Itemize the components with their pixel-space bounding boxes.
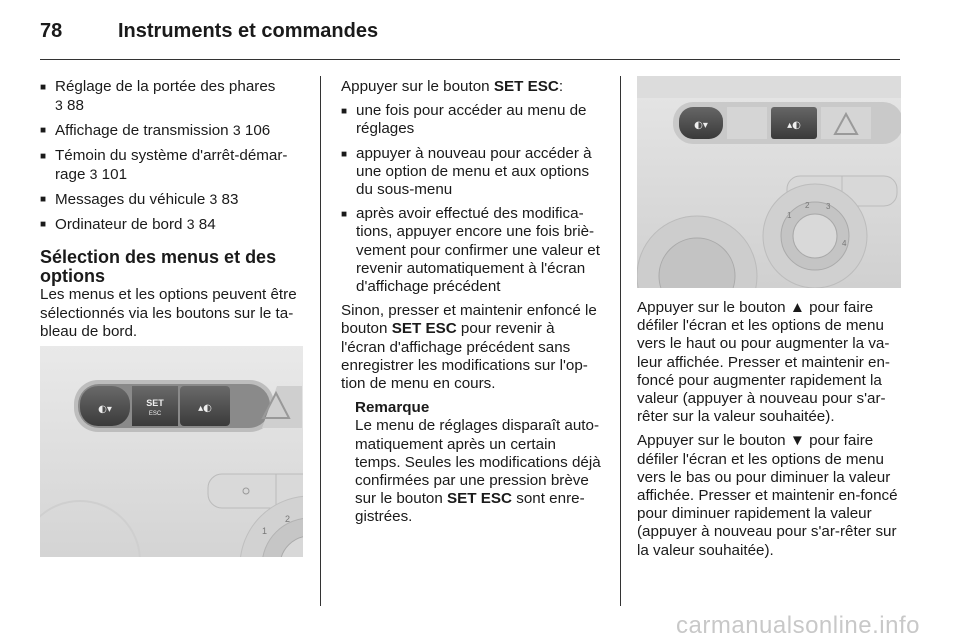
- page-header: [40, 18, 900, 58]
- set-label: SET: [146, 398, 164, 408]
- list-item: ■ Témoin du système d'arrêt-démar-rage 3 101: [40, 147, 304, 184]
- svg-text:▴◐: ▴◐: [198, 403, 212, 414]
- page-ref-icon: 3: [55, 97, 63, 114]
- list-item: ■ Affichage de transmission 3 106: [40, 121, 304, 140]
- set-esc-button-name: SET ESC: [493, 78, 559, 95]
- dial-3: 3: [826, 202, 831, 211]
- list-item: ■ une fois pour accéder au menu de réglages: [341, 102, 603, 138]
- page-title: Instruments et commandes: [118, 20, 379, 42]
- dial-1: 1: [262, 526, 268, 536]
- dial-1: 1: [787, 211, 792, 220]
- cross-reference-list: [40, 78, 304, 234]
- dashboard-arrow-buttons-photo: [637, 76, 901, 288]
- list-item: ■ après avoir effectué des modifica-tions, appuyer encore une fois briè-vement pour confirmer une valeur et revenir automatiquement à l'écran d'affichage précédent: [341, 205, 603, 296]
- down-button-paragraph: Appuyer sur le bouton ▼ pour faire défiler l'écran et les options de menu vers le bas ou pour diminuer la valeur affichée. Presser et maintenir en-foncé pour diminuer rapidement la valeur (appuyer à nouveau pour s'ar-rêter sur la valeur souhaitée).: [637, 432, 898, 559]
- page-ref[interactable]: 84: [198, 216, 216, 234]
- set-esc-button-name: SET ESC: [391, 320, 457, 338]
- dial-2: 2: [805, 201, 810, 210]
- list-item: ■ Ordinateur de bord 3 84: [40, 215, 304, 234]
- note-text: Le menu de réglages disparaît auto-matiquement après un certain temps. Seules les modifications déjà confirmées par une pression brève sur le bouton SET ESC sont enre-gistrées.: [355, 417, 601, 526]
- note-title: Remarque: [355, 399, 430, 417]
- list-item: ■ appuyer à nouveau pour accéder à une option de menu et aux options du sous-menu: [341, 145, 603, 200]
- up-button-paragraph: Appuyer sur le bouton ▲ pour faire défiler l'écran et les options de menu vers le haut ou pour augmenter la va-leur affichée. Presser et maintenir en-foncé pour augmenter rapidement la valeur (appuyer à nouveau pour s'ar-rêter sur la valeur souhaitée).: [637, 299, 890, 426]
- section-heading: Sélection des menus et des options: [40, 247, 277, 287]
- header-rule: [40, 59, 900, 60]
- page-ref-icon: 3: [89, 165, 98, 182]
- list-item: ■ Messages du véhicule 3 83: [40, 190, 304, 209]
- page-ref[interactable]: 88: [67, 97, 84, 115]
- column-divider-right: [620, 76, 621, 606]
- svg-text:◐▾: ◐▾: [694, 120, 708, 131]
- column-divider-left: [320, 76, 321, 606]
- watermark: carmanualsonline.info: [676, 612, 920, 639]
- page-ref[interactable]: 83: [221, 191, 239, 209]
- column-left: [40, 78, 304, 347]
- set-esc-button-name: SET ESC: [447, 490, 513, 508]
- page-ref-icon: 3: [186, 216, 195, 233]
- dashboard-buttons-photo: [40, 346, 303, 557]
- page-ref-icon: 3: [232, 122, 241, 139]
- dial-2: 2: [285, 514, 291, 524]
- list-item: ■ Réglage de la portée des phares 3 88: [40, 78, 304, 115]
- page-ref[interactable]: 101: [101, 165, 128, 183]
- column-middle: [341, 78, 603, 527]
- note-block: [355, 399, 603, 526]
- svg-text:▴◐: ▴◐: [787, 120, 801, 131]
- page-ref[interactable]: 106: [244, 122, 271, 140]
- section-intro: Les menus et les options peuvent être sélectionnés via les boutons sur le ta-bleau de bord.: [40, 286, 297, 340]
- column-right: [637, 299, 901, 566]
- page-ref-icon: 3: [209, 191, 218, 208]
- page-number: 78: [40, 20, 63, 42]
- dial-4: 4: [842, 239, 847, 248]
- svg-text:◐▾: ◐▾: [98, 404, 112, 415]
- esc-label: ESC: [148, 411, 162, 417]
- body-paragraph: Sinon, presser et maintenir enfoncé le bouton SET ESC pour revenir à l'écran d'affichage précédent sans enregistrer les modifications sur l'op-tion de menu en cours.: [341, 302, 597, 393]
- intro-paragraph: Appuyer sur le bouton SET ESC:: [341, 78, 564, 95]
- instructions-list: [341, 102, 603, 296]
